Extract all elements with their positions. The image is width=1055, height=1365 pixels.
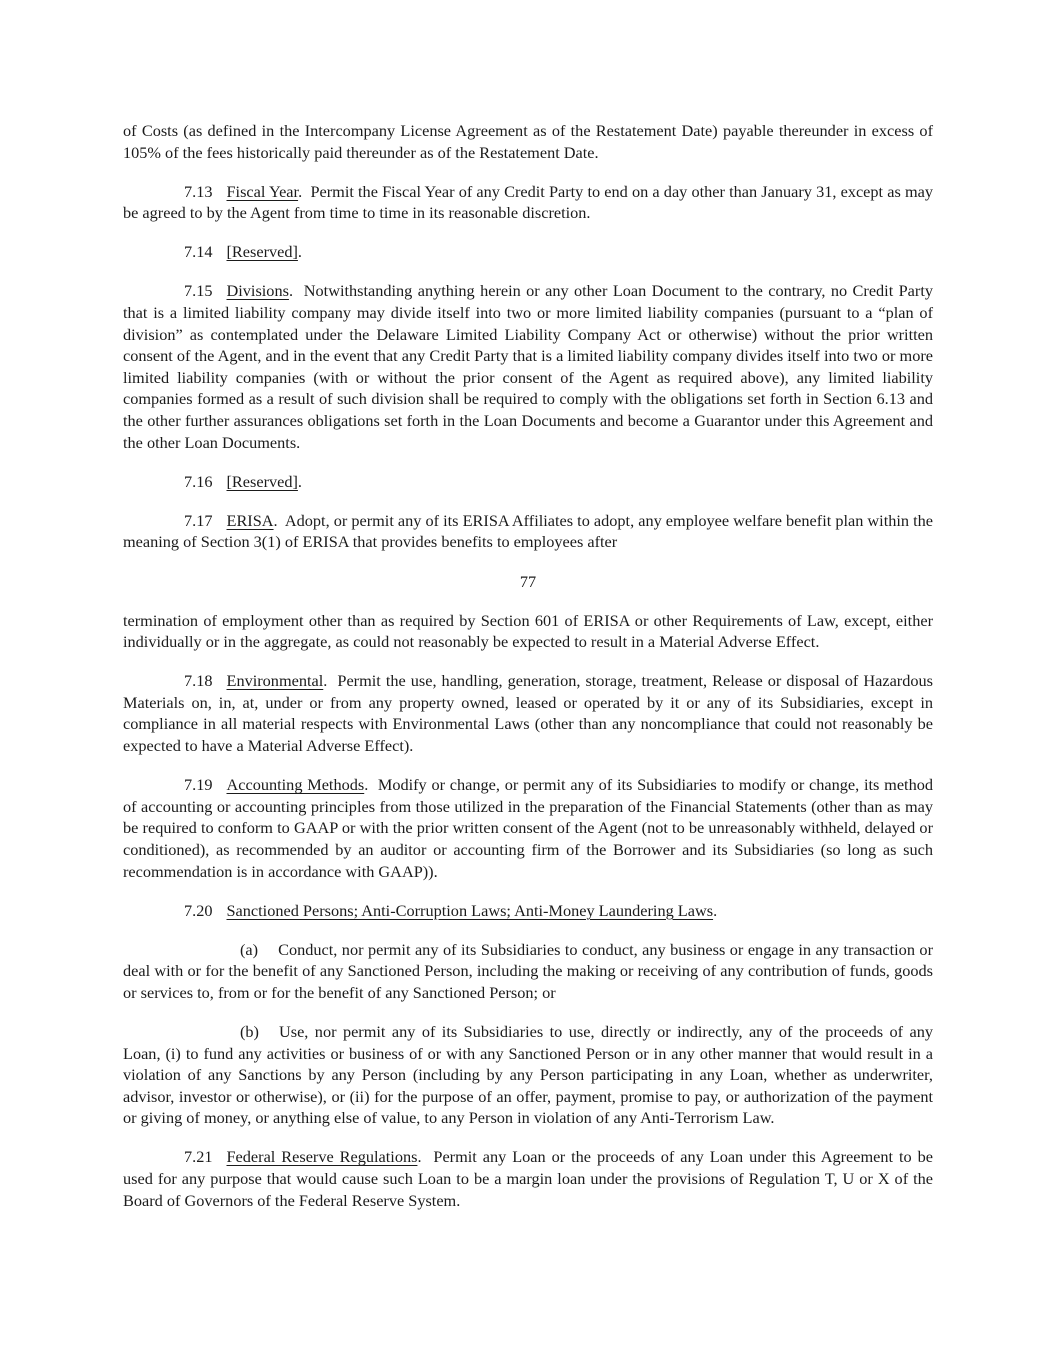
- section-number: 7.20: [184, 900, 213, 920]
- section-body: .: [297, 471, 302, 491]
- section-body: . Permit the use, handling, generation, storage, treatment, Release or disposal of Hazardous Materials on, in, at, under or from any property owned, leased or operated by it or any of its Subsidiaries, except in compliance in all material respects with Environmental Laws (other than any noncompliance that could not reasonably be expected to have a Material Adverse Effect).: [123, 671, 933, 756]
- subsection-b: [123, 1021, 933, 1129]
- section-7-21: [123, 1146, 933, 1211]
- section-number: 7.16: [184, 471, 213, 491]
- section-number: 7.17: [184, 510, 213, 530]
- section-body: . Permit the Fiscal Year of any Credit Party to end on a day other than January 31, except as may be agreed to by the Agent from time to time in its reasonable discretion.: [123, 181, 933, 223]
- section-body: . Notwithstanding anything herein or any other Loan Document to the contrary, no Credit Party that is a limited liability company may divide itself into two or more limited liability companies (pursuant to a “plan of division” as contemplated under the Delaware Limited Liability Company Act or otherwise) without the prior written consent of the Agent, and in the event that any Credit Party that is a limited liability company divides itself into two or more limited liability companies (with or without the prior consent of the Agent as required above), any limited liability companies formed as a result of such division shall be required to comply with the obligations set forth in Section 6.13 and the other further assurances obligations set forth in the Loan Documents and become a Guarantor under this Agreement and the other Loan Documents.: [123, 281, 933, 452]
- section-body: .: [297, 242, 302, 262]
- section-heading: ERISA: [226, 510, 274, 530]
- section-body: . Adopt, or permit any of its ERISA Affiliates to adopt, any employee welfare benefit plan within the meaning of Section 3(1) of ERISA that provides benefits to employees after: [123, 510, 933, 552]
- section-7-15: [123, 280, 933, 453]
- section-7-14: [123, 241, 933, 263]
- section-body: . Permit any Loan or the proceeds of any Loan under this Agreement to be used for any purpose that would cause such Loan to be a margin loan under the provisions of Regulation T, U or X of the Board of Governors of the Federal Reserve System.: [123, 1147, 933, 1210]
- section-heading: Environmental: [226, 671, 324, 691]
- section-number: 7.21: [184, 1147, 213, 1167]
- section-heading: Divisions: [226, 281, 289, 301]
- section-7-20: [123, 900, 933, 922]
- section-heading: Fiscal Year: [226, 181, 299, 201]
- section-heading: Sanctioned Persons; Anti-Corruption Laws; Anti-Money Laundering Laws: [226, 900, 714, 920]
- section-body: .: [713, 900, 718, 920]
- section-heading: [Reserved]: [226, 242, 298, 262]
- section-heading: [Reserved]: [226, 471, 298, 491]
- section-heading: Federal Reserve Regulations: [226, 1147, 418, 1167]
- subsection-a: [123, 939, 933, 1004]
- continuation-paragraph-top: of Costs (as defined in the Intercompany License Agreement as of the Restatement Date) payable thereunder in excess of 105% of the fees historically paid thereunder as of the Restatement Date.: [123, 121, 933, 162]
- section-7-19: [123, 774, 933, 882]
- continuation-paragraph-after-break: termination of employment other than as required by Section 601 of ERISA or other Requirements of Law, except, either individually or in the aggregate, as could not reasonably be expected to result in a Material Adverse Effect.: [123, 610, 933, 652]
- section-body: . Modify or change, or permit any of its Subsidiaries to modify or change, its method of accounting or accounting principles from those utilized in the preparation of the Financial Statements (other than as may be required to conform to GAAP or with the prior written consent of the Agent (not to be unreasonably withheld, delayed or conditioned), as recommended by an auditor or accounting firm of the Borrower and its Subsidiaries (so long as such recommendation is in accordance with GAAP)).: [123, 775, 933, 881]
- page-number: 77: [519, 571, 537, 591]
- section-number: 7.13: [184, 181, 213, 201]
- section-7-18: [123, 670, 933, 756]
- section-7-13: [123, 181, 933, 224]
- section-number: 7.18: [184, 671, 213, 691]
- subsection-body: Conduct, nor permit any of its Subsidiaries to conduct, any business or engage in any transaction or deal with or for the benefit of any Sanctioned Person, including the making or receiving of any contribution of funds, goods or services to, from or for the benefit of any Sanctioned Person; or: [123, 939, 933, 1002]
- section-number: 7.15: [184, 281, 213, 301]
- section-heading: Accounting Methods: [226, 775, 365, 795]
- subsection-label: (a): [240, 939, 259, 959]
- section-number: 7.19: [184, 775, 213, 795]
- subsection-body: Use, nor permit any of its Subsidiaries to use, directly or indirectly, any of the proceeds of any Loan, (i) to fund any activities or business of or with any Sanctioned Person or in any other manner that would result in a violation of any Sanctions by any Person (including by any Person participating in any Loan, whether as underwriter, advisor, investor or otherwise), or (ii) for the purpose of an offer, payment, promise to pay, or authorization of the payment or giving of money, or anything else of value, to any Person in violation of any Anti-Terrorism Law.: [123, 1022, 933, 1128]
- section-7-17: [123, 510, 933, 553]
- section-number: 7.14: [184, 242, 213, 262]
- section-7-16: [123, 471, 933, 493]
- subsection-label: (b): [240, 1022, 259, 1041]
